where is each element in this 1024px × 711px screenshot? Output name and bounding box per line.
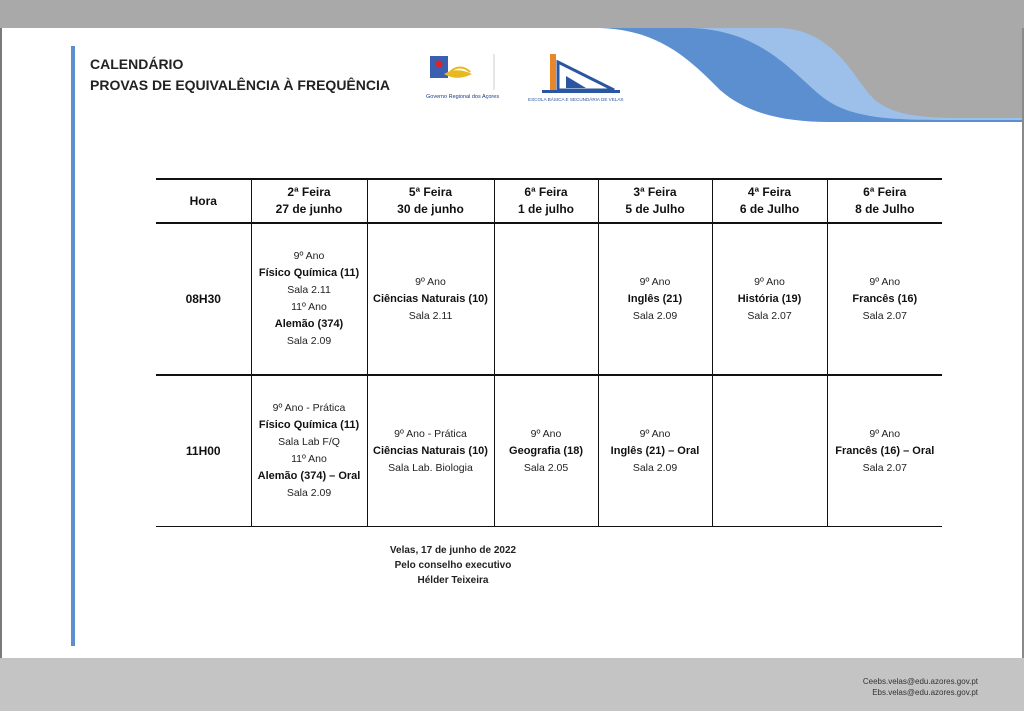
exam-cell [712,223,827,375]
exam-cell [598,375,712,527]
governo-acores-logo [424,50,504,102]
escola-velas-logo [528,48,632,104]
exam-entry: 11º Ano Alemão (374) – Oral Sala 2.09 [257,453,361,499]
col-day-header: 2ª Feira 27 de junho [251,179,367,223]
exam-entry: 9º Ano Ciências Naturais (10) Sala 2.11 [373,275,488,322]
col-hora-header: Hora [156,179,251,223]
exam-cell [494,375,598,527]
signature-block [376,543,530,588]
hour-cell: 08H30 [185,292,221,306]
signature-place-date: Velas, 17 de junho de 2022 [389,545,517,556]
exam-cell [251,375,367,527]
exam-cell-empty [712,375,827,527]
left-page-edge [0,28,2,658]
exam-entry: 9º Ano Inglês (21) – Oral Sala 2.09 [610,427,700,474]
col-day-header: 3ª Feira 5 de Julho [598,179,712,223]
exam-cell [251,223,367,375]
table-row [156,375,942,527]
signature-name: Hélder Teixeira [417,575,489,586]
exam-entry: 9º Ano - Prática Físico Química (11) Sala Lab F/Q [258,402,360,448]
contact-emails [863,676,978,698]
header-row [156,179,942,223]
col-day-header: 6ª Feira 8 de Julho [827,179,942,223]
page-title [90,54,390,96]
table-row [156,223,942,375]
exam-entry: 9º Ano Francês (16) Sala 2.07 [852,275,918,322]
exam-entry: 9º Ano Físico Química (11) Sala 2.11 [258,250,360,296]
exam-cell [827,375,942,527]
email-ceebs: Ceebs.velas@edu.azores.gov.pt [862,677,978,686]
exam-cell [367,223,494,375]
exam-entry: 11º Ano Alemão (374) Sala 2.09 [274,301,344,347]
accent-bar [71,46,75,646]
svg-text:Governo Regional dos Açores: Governo Regional dos Açores [426,94,500,100]
col-day-header: 4ª Feira 6 de Julho [712,179,827,223]
exam-cell [598,223,712,375]
exam-entry: 9º Ano Francês (16) – Oral Sala 2.07 [835,427,935,474]
exam-entry: 9º Ano Inglês (21) Sala 2.09 [627,275,683,322]
exam-cell [367,375,494,527]
col-day-header: 6ª Feira 1 de julho [494,179,598,223]
col-day-header: 5ª Feira 30 de junho [367,179,494,223]
hour-cell: 11H00 [156,375,251,527]
exam-cell-empty [494,223,598,375]
signature-role: Pelo conselho executivo [394,560,512,571]
svg-text:ESCOLA BÁSICA E SECUNDÁRIA DE: ESCOLA BÁSICA E SECUNDÁRIA DE VELAS [528,97,624,102]
schedule-table [156,178,942,527]
title-line2: PROVAS DE EQUIVALÊNCIA À FREQUÊNCIA [90,77,390,93]
exam-entry: 9º Ano Geografia (18) Sala 2.05 [509,427,583,474]
exam-entry: 9º Ano - Prática Ciências Naturais (10) Sala Lab. Biologia [373,427,488,474]
exam-entry: 9º Ano História (19) Sala 2.07 [737,275,802,322]
exam-cell [827,223,942,375]
title-line1: CALENDÁRIO [90,56,184,72]
email-ebs: Ebs.velas@edu.azores.gov.pt [872,688,978,697]
